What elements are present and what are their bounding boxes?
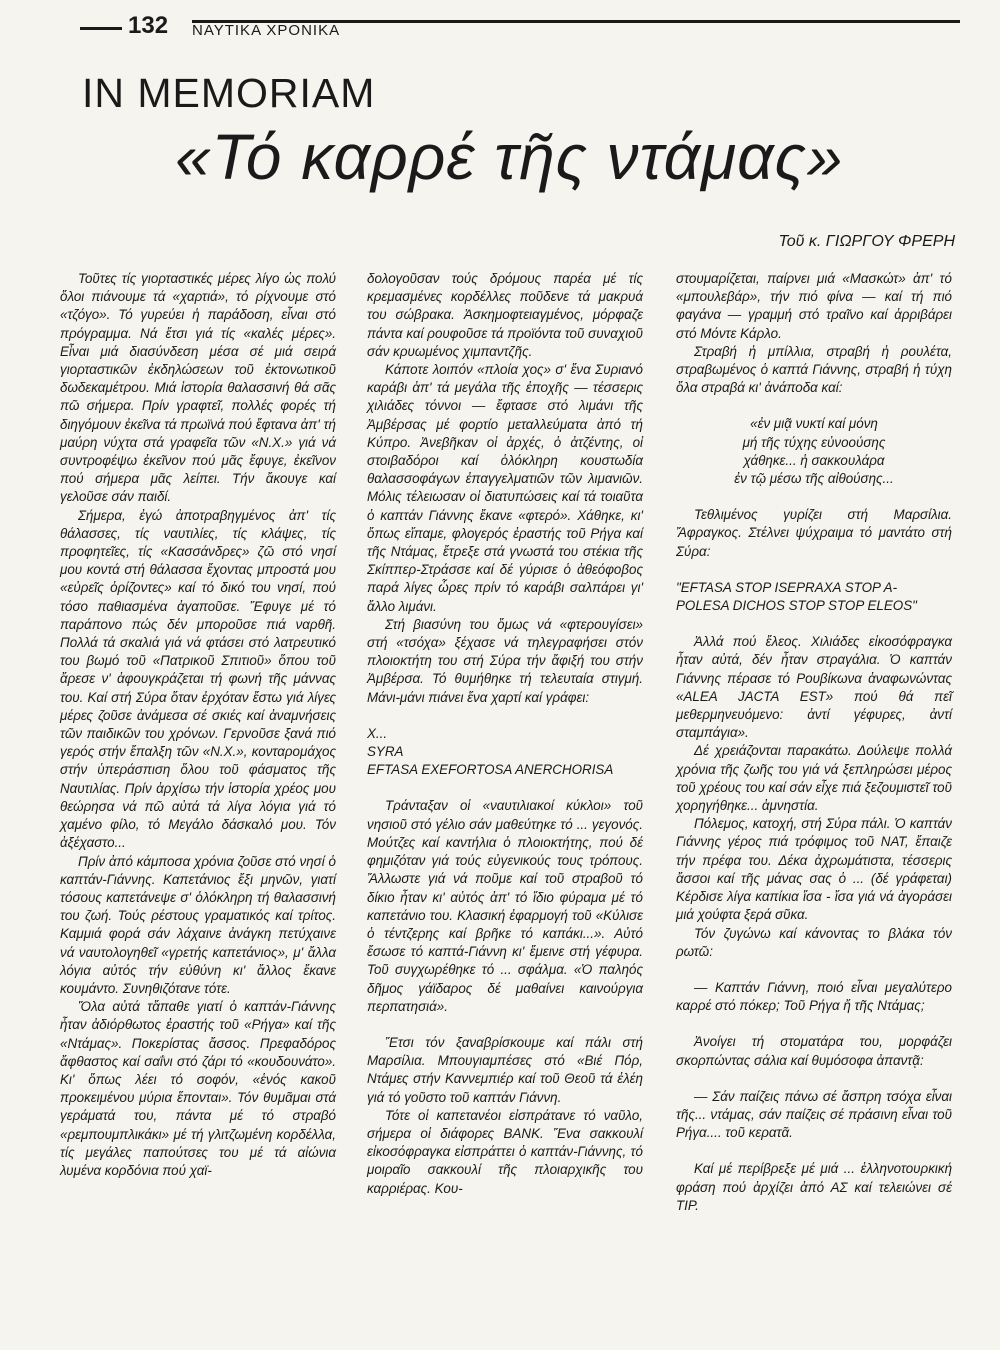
paragraph: Τοῦτες τίς γιορταστικές μέρες λίγο ὡς πολύ ὅλοι πιάνουμε τά «χαρτιά», τό ρίχνουμε στό «τζόγο». Τό γυρεύει ἡ παράδοση, εἶναι στό πρόγραμμα. Νά ἔτσι γιά τίς «καλές μέρες». Εἶναι μιά διασύνδεση μέσα σέ μιά σειρά γιορταστικῶν ἐκδηλώσεων τοῦ ἐκτονωτικοῦ δωδεκαμέτρου. Μιά ἱστορία θαλασσινή θά σᾶς πῶ σήμερα. Πρίν γραφτεῖ, πολλές φορές τή διηγόμουν ἐκεῖνα τά πρωϊνά πού ἔφταvα ἀπ' τή μαύρη νύχτα στά γραφεῖα τῶν «Ν.Χ.» γιά νά συντροφέψω ἐκεῖνον πού μᾶς ἔφυγε, ἐκεῖνον πού σήμερα μᾶς λείπει. Τήν ἄκουγε καί γελοῦσε σάν παιδί. [60, 271, 336, 505]
paragraph: Δέ χρειάζονται παρακάτω. Δούλεψε πολλά χρόνια τῆς ζωῆς του γιά νά ξεπληρώσει μέρος τοῦ χρέους του καί σάν εἶχε πιά ξεζουμιστεῖ τοῦ χορηγήθηκε... ἀμνηστία. [676, 743, 952, 814]
telegram-line: "EFTASA STOP ISEPRAXA STOP A- [676, 579, 898, 595]
telegram-line: EFTASA EXEFORTOSA ANERCHORISA [367, 762, 614, 778]
paragraph: Στραβή ἡ μπίλλια, στραβή ἡ ρουλέτα, στραβωμένος ὁ καπτά Γιάννης, στραβή ἡ τύχη ὅλα στραβά κι' ἀνάποδα καί: [676, 343, 952, 396]
paragraph: — Σάν παίζεις πάνω σέ ἄσπρη τσόχα εἶναι τῆς... ντάμας, σάν παίζεις σέ πράσινη εἶναι τοῦ Ρήγα.... τοῦ κερατᾶ. [676, 1088, 952, 1141]
byline: Τοῦ κ. ΓΙΩΡΓΟΥ ΦΡΕΡΗ [778, 233, 955, 250]
paragraph: Τόν ζυγώνω καί κάνοντας το βλάκα τόν ρωτῶ: [676, 925, 952, 959]
paragraph: Καί μέ περίβρεξε μέ μιά ... ἑλληνοτουρκική φράση πού ἀρχίζει ἀπό ΑΣ καί τελειώνει σέ ΤΙΡ. [676, 1161, 952, 1213]
paragraph: Τεθλιμένος γυρίζει στή Μαρσίλια. Ἄφραγκος. Στέλνει ψύχραιμα τό μαντάτο στή Σύρα: [676, 507, 952, 559]
paragraph: δολογοῦσαν τούς δρόμους παρέα μέ τίς κρεμασμένες κορδέλλες ποῦδενε τά μακρυά του σώβρακα. Ἀσκημοφτειαγμένος, μόρφαζε πάντα καί ρουφοῦσε τά προϊόντα τοῦ συναχιοῦ σάν κρυωμένος χιμπαντζῆς. [367, 271, 643, 359]
verse-line: «ἐν μιᾷ νυκτί καί μόνη [750, 416, 878, 432]
paragraph: Ἀνοίγει τή στοματάρα του, μορφάζει σκορπώντας σάλια καί θυμόσοφα ἀπαντᾷ: [676, 1034, 952, 1068]
telegram-line: Χ... [367, 725, 388, 741]
telegram-line: SYRA [367, 744, 404, 760]
paragraph: — Καπτάν Γιάννη, ποιό εἶναι μεγαλύτερο καρρέ στό πόκερ; Τοῦ Ρήγα ἤ τῆς Ντάμας; [676, 979, 952, 1014]
page-header [80, 10, 960, 42]
paragraph: Σήμερα, ἐγώ ἀποτραβηγμένος ἀπ' τίς θάλασσες, τίς ναυτιλίες, τίς κλάψες, τίς προφητεῖες, τίς «Κασσάνδρες» ζῶ στό νησί μου κοντά στή θάλασσα ἔχοντας μπροστά μου «εὐρεῖς ὁρίζοντες» καί τό δικό του νησί, πού τόσο παθιασμένα ἀγαποῦσε. Ἔφυγε μέ τό παράπονο πώς δέν μποροῦσε πιά ναρθῆ. Πολλά τά σκαλιά γιά νά φτάσει στό λατρευτικό του βωμό τοῦ «Πατρικοῦ Σπιτιοῦ» ὅπου τοῦ ἄρεσε ν' ἀφουγκράζεται τή φωνή τῆς μάννας του. Καί στή Σύρα ὅταν ἐρχόταν ἔστω γιά λίγες μέρες ζοῦσε ἀνάμεσα σέ σκιές καί ἀναμνήσεις τῶν παιδικῶν του χρόνων. Γερνοῦσε ξανά πιό γερός στήν ἔπαλξη τῶν «Ν.Χ.», κονταρομάχος στήν ὑπεράσπιση ὅλου τοῦ φάσματος τῆς Ναυτιλίας. Πρίν ἀρχίσω τήν ἱστορία χρέος μου θεώρησα νά πῶ αὐτά τά λίγα λόγια γιά τό χαμένο φίλο, τό Μεγάλο δάσκαλό μου. Τόν ἀξέχαστο... [60, 507, 336, 851]
column-2 [367, 270, 643, 1198]
verse-line: μή τῆς τύχης εὐνοούσης [742, 434, 886, 450]
header-rule-left [80, 27, 122, 30]
paragraph: Ὅλα αὐτά τἄπαθε γιατί ὁ καπτάν-Γιάννης ἦταν ἀδιόρθωτος ἐραστής τοῦ «Ρήγα» καί τῆς «Ντάμας». Ποκερίστας ἄσσος. Πρεφαδόρος ἄφθαστος καί σαΐνι στό ζάρι τό «κουδουνάτο». Κι' ὅπως λέει τό σοφόν, «ἑνός κακοῦ προκειμένου μύρια ἕπονται». Τόν θυμᾶμαι στά γεράματά του, πάντα μέ τό στραβό «ρεμπουμπλικάκι» μέ τή γλιτζωμένη κορδέλλα, τίς μεγάλες παπούτσες του μέ τά αἰώνια λυμένα κορδόνια πού χαϊ- [60, 999, 336, 1178]
column-1 [60, 270, 336, 1180]
paragraph: στουμαρίζεται, παίρνει μιά «Μασκώτ» ἀπ' τό «μπουλεβάρ», τήν πιό φίνα — καί τή πιό φαγάνα — γραμμή στό τραῖνο καί ἀρριβάρει στό Μόντε Κάρλο. [676, 271, 952, 341]
article-title: «Τό καρρέ τῆς ντάμας» [175, 121, 844, 193]
magazine-name: ΝΑΥΤΙΚΑ ΧΡΟΝΙΚΑ [192, 22, 341, 39]
paragraph: Ἔτσι τόν ξαναβρίσκουμε καί πάλι στή Μαρσίλια. Μπουγιαμπέσες στό «Βιέ Πόρ, Ντάμες στήν Καννεμπιέρ καί τοῦ Θεοῦ τά ἐλέη γιά τό γοῦστο τοῦ καπτάν Γιάννη. [367, 1034, 643, 1105]
paragraph: Κάποτε λοιπόν «πλοία χος» σ' ἕνα Συριανό καράβι ἀπ' τά μεγάλα τῆς ἐποχῆς — τέσσερις χιλιάδες τόννοι — ἔφτασε στό λιμάνι τῆς Ἀμβέρσας μέ φορτίο μεταλλεύματα ἀπό τή Κύπρο. Ἀνεβῆκαν οἱ ἀρχές, ὁ ἀτζέντης, οἱ στοιβαδόροι καί ὁλόκληρη κουστωδία θαλασσοφάγων ἐπαγγελματιῶν τῶν λιμανιῶν. Μόλις τέλειωσαν οἱ διατυπώσεις καί τά τοιαῦτα ὁ καπτάν Γιάννης ἔκανε «φτερό». Χάθηκε, κι' ὅπως εἴπαμε, φλογερός ἐραστής τοῦ Ρήγα καί τῆς Ντάμας, ἔτρεξε στά γνωστά του στέκια τῆς Σκίππερ-Στράσσε καί δέ γύρισε ὁ ἀθεόφοβος παρά λίγες ὧρες πρίν τό καράβι σαλπάρει γι' ἄλλο λιμάνι. [367, 362, 643, 614]
paragraph: Πρίν ἀπό κάμποσα χρόνια ζοῦσε στό νησί ὁ καπτάν-Γιάννης. Καπετάνιος ἔξι μηνῶν, γιατί τόσους καπετάνεψε σ' ὁλόκληρη τή θαλασσινή του ζωή. Τούς ρέστους γραματικός καί τρίτος. Καμμιά φορά σάν λάχαινε ἀνάγκη πετύχαινε νά ναυτολογηθεῖ «γρετής καπετάνιος», μ' ἄλλα λόγια αὐτός τήν εὐθύνη κι' ἄλλος ἔκανε κουμάντο. Συνηθιζότανε τότε. [60, 853, 336, 996]
paragraph: Τράνταξαν οἱ «ναυτιλιακοί κύκλοι» τοῦ νησιοῦ στό γέλιο σάν μαθεύτηκε τό ... γεγονός. Μούτζες καί καντήλια ὁ πλοιοκτήτης, πού δέ φημιζόταν γιά τούς εὐγενικούς τους τρόπους. Ἄλλωστε γιά νά ποῦμε καί τοῦ στραβοῦ τό δίκιο ἦταν κι' αὐτός ἀπ' τό ἴδιο φύραμα μέ τό καπετάνιο του. Κλασική ἐφαρμογή τοῦ «Κύλισε ὁ τέντζερης καί βρῆκε τό καπάκι...». Αὐτό ἔσωσε τό καπτά-Γιάννη κι' ἔμεινε στή γέφυρα. Τοῦ συγχωρέθηκε τό ... σφάλμα. «Ὁ παληός δῆμος γάϊδαρος δέ μαθαίνει καινούργια περπατησιά». [367, 798, 643, 1014]
paragraph: Στή βιασύνη του ὅμως νά «φτερουγίσει» στή «τσόχα» ξέχασε νά τηλεγραφήσει στόν πλοιοκτήτη του στή Σύρα τήν ἄφιξή του στήν Ἀμβέρσα. Τό θυμήθηκε τή τελευταία στιγμή. Μάνι-μάνι πιάνει ἕνα χαρτί καί γράφει: [367, 616, 643, 705]
paragraph: Πόλεμος, κατοχή, στή Σύρα πάλι. Ὁ καπτάν Γιάννης γέρος πιά τρόφιμος τοῦ ΝΑΤ, ἔπαιζε τήν πρέφα του. Δέκα ἀχρωμάτιστα, τέσσερις ἄσσοι καί τῆς μάνας σας ὁ ... (δέ γράφεται) Κέρδισε λίγα καπίκια ἴσα - ἴσα γιά νά ἀγοράσει μιά χούφτα ξερά σῦκα. [676, 816, 952, 923]
verse-line: χάθηκε... ἡ σακκουλάρα [743, 452, 885, 468]
section-label: IN MEMORIAM [82, 70, 376, 116]
paragraph: Τότε οἱ καπετανέοι εἰσπράτανε τό ναῦλο, σήμερα οἱ διάφορες BANK. Ἕνα σακκουλί εἰκοσόφραγκα εἰσπράττει ὁ καπτάν-Γιάννης, τό μοιραῖο σακκουλί τῆς πλοιαρχικῆς του καρριέρας. Κου- [367, 1107, 643, 1196]
column-3 [676, 270, 952, 1215]
verse-line: ἐν τῷ μέσω τῆς αἰθούσης... [734, 471, 894, 487]
telegram-line: POLESA DICHOS STOP STOP ELEOS" [676, 598, 917, 614]
paragraph: Ἀλλά πού ἔλεος. Χιλιάδες εἰκοσόφραγκα ἦταν αὐτά, δέν ἦταν στραγάλια. Ὁ καπτάν Γιάννης πέρασε τό Ρουβίκωνα ἀναφωνώντας «ALEA JACTA EST» πού θά πεῖ μεθερμηνευόμενο: ἀντί γέφυρες, ἀντί σταμπάγια». [676, 634, 952, 741]
page-number: 132 [128, 12, 169, 39]
